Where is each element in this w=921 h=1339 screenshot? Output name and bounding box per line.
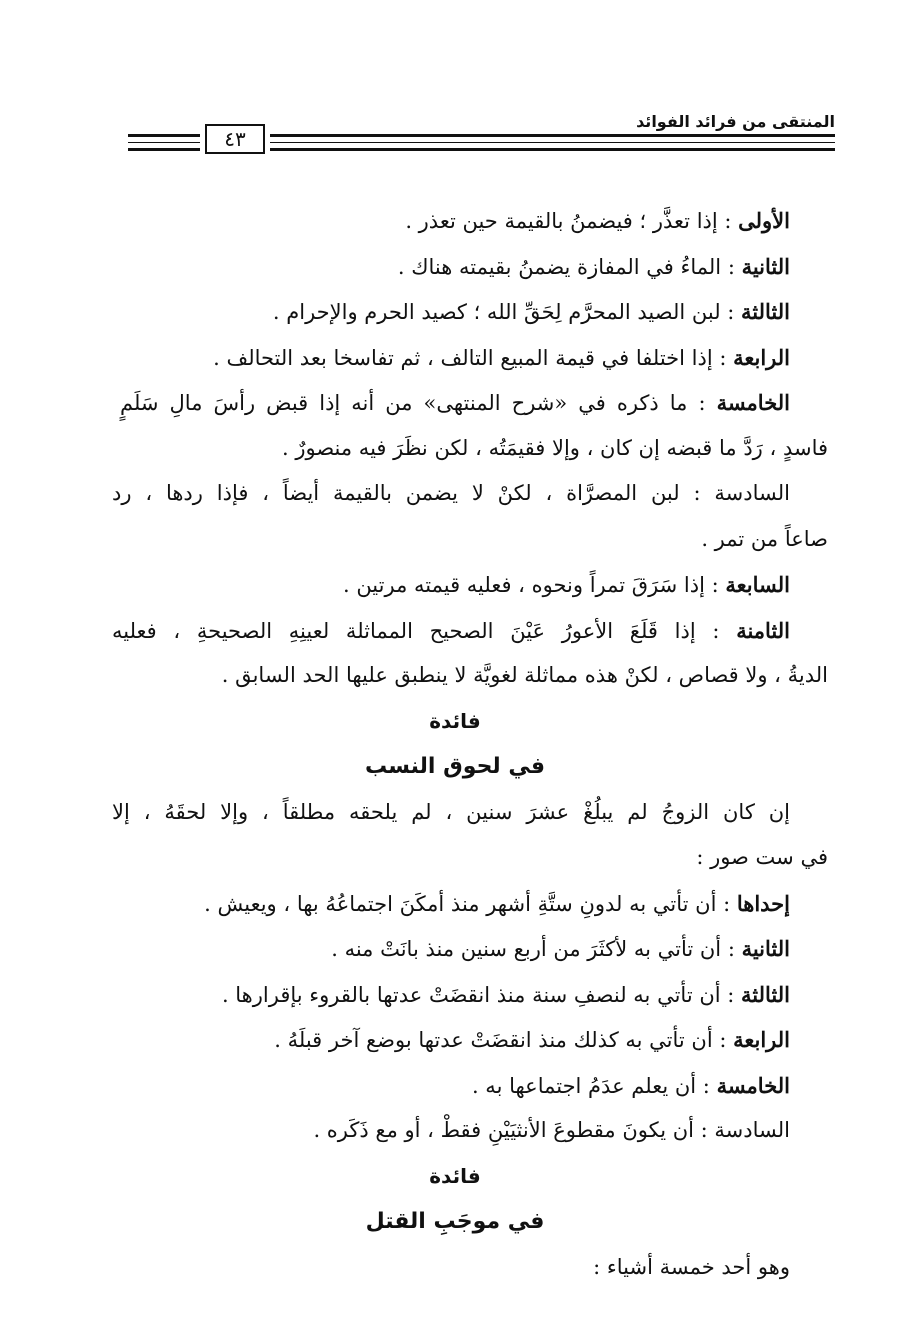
header-rule-left-top [128, 134, 200, 137]
text-line [120, 1063, 790, 1109]
text-line [120, 517, 828, 563]
line-text: : إذا تعذَّر ؛ فيضمنُ بالقيمة حين تعذر . [405, 209, 739, 233]
line-text: السادسة : أن يكونَ مقطوعَ الأنثيَيْنِ فقطْ ، أو مع ذَكَره . [313, 1118, 790, 1142]
text-line [120, 335, 790, 381]
text-line [120, 972, 790, 1018]
section-label: فائدة [429, 708, 481, 733]
header-rule-left-mid [128, 142, 200, 143]
text-line [120, 289, 790, 335]
line-text: : الماءُ في المفازة يضمنُ بقيمته هناك . [397, 254, 742, 279]
header-rule-right-bottom2 [270, 148, 835, 151]
text-line [120, 562, 790, 608]
line-text: وهو أحد خمسة أشياء : [593, 1254, 790, 1279]
ordinal-label: الثالثة [741, 981, 790, 1007]
ordinal-label: الثالثة [741, 299, 790, 324]
section-title: في لحوق النسب [364, 754, 546, 779]
text-line [120, 926, 790, 972]
ordinal-label: الرابعة [733, 1027, 790, 1052]
line-text: : أن تأتي به كذلك منذ انقضَتْ عدتها بوضع آخر قبلَهُ . [274, 1028, 734, 1052]
line-text: : أن يعلم عدَمُ اجتماعها به . [471, 1073, 717, 1098]
text-line [120, 1245, 790, 1291]
text-line [112, 471, 790, 517]
line-text: إن كان الزوجُ لم يبلُغْ عشرَ سنين ، لم يلحقه مطلقاً ، وإلا لحقَهُ ، إلا [112, 799, 790, 824]
line-text: : لبن الصيد المحرَّم لِحَقِّ الله ؛ كصيد الحرم والإحرام . [272, 300, 742, 324]
text-line [120, 653, 828, 699]
running-header-title: المنتقى من فرائد الفوائد [636, 112, 835, 131]
text-line [120, 198, 790, 244]
page-number: ٤٣ [205, 124, 265, 154]
line-text: السادسة : لبن المصرَّاة ، لكنْ لا يضمن بالقيمة أيضاً ، فإذا ردها ، رد [112, 481, 790, 505]
line-text: : إذا اختلفا في قيمة المبيع التالف ، ثم تفاسخا بعد التحالف . [213, 345, 734, 370]
header-rule-right-bottom [270, 142, 835, 143]
ordinal-label: الثانية [741, 253, 790, 279]
ordinal-label: الثانية [741, 936, 790, 961]
line-text: : أن تأتي به لأكثَرَ من أربع سنين منذ بانَتْ منه . [331, 937, 742, 961]
ordinal-label: الأولى [738, 208, 790, 233]
header-rule-left-bottom [128, 148, 200, 151]
line-text: فاسدٍ ، رَدَّ ما قبضه إن كان ، وإلا فقيمَتُه ، لكن نظَرَ فيه منصورٌ . [282, 435, 828, 460]
line-text: : إذا سَرَقَ تمراً ونحوه ، فعليه قيمته مرتين . [342, 573, 726, 597]
section-title: في موجَبِ القتل [365, 1209, 545, 1234]
text-line [120, 244, 790, 290]
text-line [120, 881, 790, 927]
line-text: : أن تأتي به لنصفِ سنة منذ انقضَتْ عدتها بالقروء بإقرارها . [221, 982, 742, 1007]
header-rule-right-top [270, 134, 835, 137]
line-text: : أن تأتي به لدونِ ستَّةِ أشهر منذ أمكَنَ اجتماعُهُ بها ، ويعيش . [204, 891, 737, 916]
line-text: صاعاً من تمر . [701, 526, 828, 551]
ordinal-label: الخامسة [716, 390, 790, 415]
text-line [120, 1108, 790, 1154]
line-text: : إذا قَلَعَ الأعورُ عَيْنَ الصحيح المماثلة لعينِهِ الصحيحةِ ، فعليه [112, 618, 737, 643]
line-text: الديةُ ، ولا قصاص ، لكنْ هذه مماثلة لغويَّة لا ينطبق عليها الحد السابق . [221, 663, 828, 687]
ordinal-label: الثامنة [736, 617, 790, 643]
text-line [120, 835, 828, 881]
ordinal-label: السابعة [725, 572, 790, 597]
section-label: فائدة [429, 1163, 481, 1188]
line-text: في ست صور : [696, 845, 828, 869]
ordinal-label: الخامسة [716, 1072, 790, 1098]
ordinal-label: الرابعة [733, 344, 790, 370]
text-line [120, 380, 790, 426]
ordinal-label: إحداها [736, 890, 790, 916]
page-body [112, 198, 828, 1290]
text-line [120, 1017, 790, 1063]
text-line [112, 790, 790, 836]
text-line [120, 426, 828, 472]
line-text: : ما ذكره في «شرح المنتهى» من أنه إذا قبض رأسَ مالِ سَلَمٍ [120, 391, 717, 415]
text-line [112, 608, 790, 654]
